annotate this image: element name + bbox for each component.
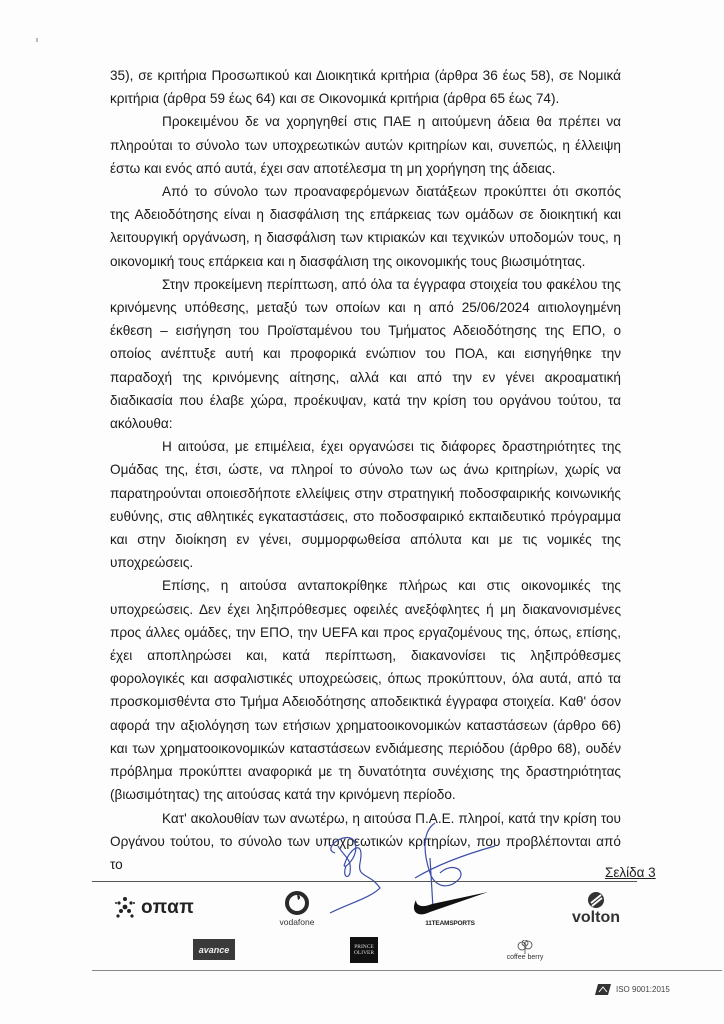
sponsor-logo-vodafone — [262, 888, 332, 930]
prince-oliver-wordmark: PRINCE OLIVER — [353, 943, 375, 956]
paragraph: Κατ' ακολουθίαν των ανωτέρω, η αιτούσα Π.Α.Ε. πληροί, κατά την κρίση του Οργάνου τούτου, το σύνολο των υποχρεωτικών κριτηρίων, που προβλέπονται από το — [110, 810, 621, 872]
sponsor-logo-opap — [113, 893, 194, 923]
sponsor-logo-coffee-berry — [495, 935, 555, 965]
paragraph: Στην προκείμενη περίπτωση, από όλα τα έγγραφα στοιχεία του φακέλου της κρινόμενης υπόθεσης, μεταξύ των οποίων και η από 25/06/2024 αιτιολογημένη έκθεση – εισήγηση του Προϊσταμένου του Τμήματος Αδειοδότησης της ΕΠΟ, ο οποίος ανέπτυξε αυτή και προφορικά ενώπιον του ΠΟΑ, και εισηγήθηκε την παραδοχή της κρινόμενης αίτησης, αλλά και από την εν γένει ακροαματική διαδικασία που έλαβε χώρα, προέκυψαν, κατά την κρίση του οργάνου τούτου, τα ακόλουθα: — [110, 276, 621, 432]
avance-wordmark: avance — [198, 944, 230, 955]
iso-certification — [595, 982, 670, 996]
teamsports-wordmark: 11TEAMSPORTS — [425, 919, 475, 927]
sponsor-logo-nike — [405, 887, 495, 929]
volton-wordmark: volton — [572, 909, 620, 926]
sponsor-logo-volton — [566, 887, 626, 929]
coffee-berry-tree-icon — [514, 940, 536, 954]
page-number: Σελίδα 3 — [605, 865, 656, 880]
paragraph: Η αιτούσα, με επιμέλεια, έχει οργανώσει τις διάφορες δραστηριότητες της Ομάδας της, έτσι, ώστε, να πληροί το σύνολο των ως άνω κριτηρίων, χωρίς να παρατηρούνται οποιεσδήποτε ελλείψεις στην στρατηγική ποδοσφαιρικής κοινωνικής ευθύνης, στις αθλητικές εγκαταστάσεις, στο ποδοσφαιρικό εκπαιδευτικό πρόγραμμα και στην διοίκηση εν γένει, συμμορφωθείσα απόλυτα και με τις νομικές της υποχρεώσεις. — [110, 439, 621, 571]
footer-divider — [92, 881, 637, 882]
coffee-berry-wordmark: coffee berry — [506, 953, 544, 961]
sponsor-logo-avance — [193, 939, 235, 960]
paragraph: Προκειμένου δε να χορηγηθεί στις ΠΑΕ η αιτούμενη άδεια θα πρέπει να πληρούται το σύνολο των υποχρεωτικών αυτών κριτηρίων και, συνεπώς, η έλλειψη έστω και ενός από αυτά, έχει σαν αποτέλεσμα τη μη χορήγηση της άδειας. — [110, 114, 621, 176]
nike-swoosh-icon — [410, 890, 490, 918]
vodafone-wordmark: vodafone — [279, 917, 315, 927]
certification-mark-icon — [595, 984, 611, 995]
signature-1-loop — [338, 846, 350, 877]
volton-emblem-icon — [587, 890, 605, 910]
paragraph: 35), σε κριτήρια Προσωπικού και Διοικητικά κριτήρια (άρθρα 36 έως 58), σε Νομικά κριτήρια (άρθρα 59 έως 64) και σε Οικονομικά κριτήρια (άρθρα 65 έως 74). — [110, 68, 621, 107]
paragraph: Από το σύνολο των προαναφερόμενων διατάξεων προκύπτει ότι σκοπός της Αδειοδότησης είναι η διασφάλιση της επάρκειας των ομάδων σε διοικητική και λειτουργική οργάνωση, η διασφάλιση των κτιριακών και τεχνικών υποδομών τους, η οικονομική τους επάρκεια και η διασφάλιση της οικονομικής τους βιωσιμότητας. — [110, 184, 621, 269]
opap-wordmark: οπαπ — [141, 897, 195, 918]
paragraph: Επίσης, η αιτούσα ανταποκρίθηκε πλήρως και στις οικονομικές της υποχρεώσεις. Δεν έχει ληξιπρόθεσμες οφειλές ανεξόφλητες ή μη διακανονισμένες προς άλλες ομάδες, την ΕΠΟ, την UEFA και προς εργαζομένους της, όπως, επίσης, έχει αποπληρώσει και, κατά περίπτωση, διακανονίσει τις ληξιπρόθεσμες φορολογικές και ασφαλιστικές υποχρεώσεις, όπως προκύπτουν, όλα αυτά, από τα προσκομισθέντα στο Τμήμα Αδειοδότησης αποδεικτικά έγγραφα στοιχεία. Καθ' όσον αφορά την αξιολόγηση των ετήσιων χρηματοοικονομικών καταστάσεων (άρθρο 66) και των χρηματοοικονομικών καταστάσεων ενδιάμεσης περιόδου (άρθρο 68), ουδέν πρόβλημα προκύπτει αναφορικά με τη δυνατότητα συνέχισης της δραστηριότητας (βιωσιμότητας) της αιτούσας κατά την κρινόμενη περίοδο. — [110, 578, 621, 803]
signature-1 — [330, 838, 380, 913]
iso-label: ISO 9001:2015 — [616, 984, 670, 994]
sponsor-logo-prince-oliver — [350, 937, 378, 963]
footer-bottom-divider — [92, 970, 722, 971]
vodafone-speechmark-icon — [285, 891, 309, 915]
scan-artifact — [36, 38, 38, 42]
opap-star-icon — [113, 896, 137, 920]
document-body — [110, 64, 621, 876]
